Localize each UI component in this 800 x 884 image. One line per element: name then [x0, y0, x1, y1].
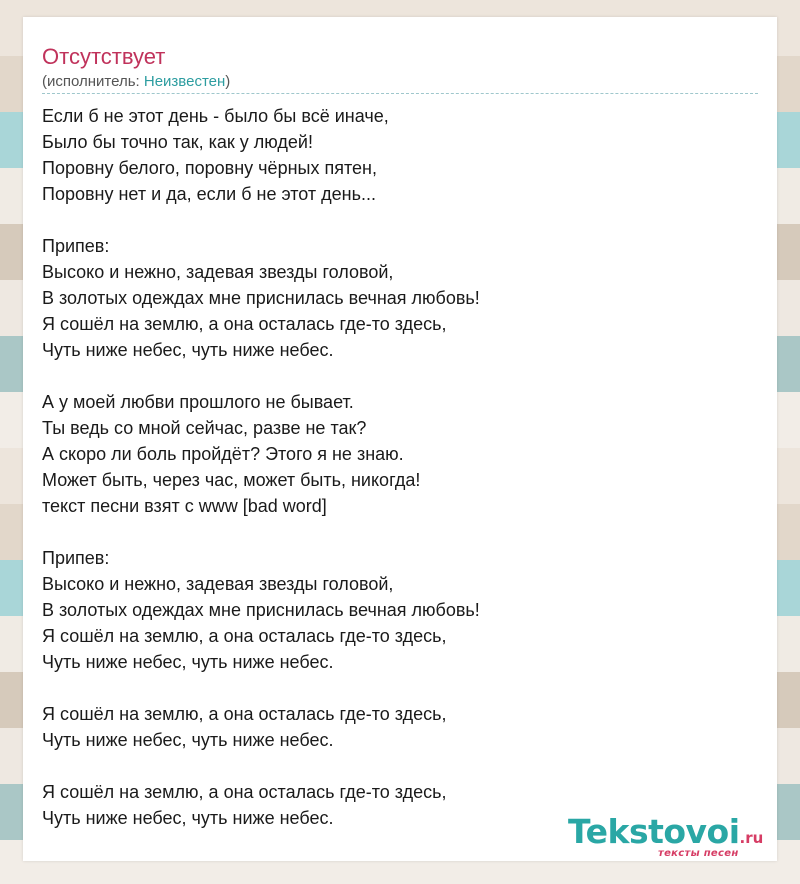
artist-line	[42, 73, 230, 91]
lyric-line: Чуть ниже небес, чуть ниже небес.	[42, 652, 334, 672]
lyric-line: Чуть ниже небес, чуть ниже небес.	[42, 808, 334, 828]
lyric-line: Припев:	[42, 236, 110, 256]
logo-name: Tekstovoi	[568, 812, 740, 851]
lyrics-text	[42, 103, 752, 831]
title-divider	[42, 93, 758, 94]
lyric-line: текст песни взят с www [bad word]	[42, 496, 327, 516]
artist-prefix: (исполнитель:	[42, 73, 144, 90]
lyric-line: Я сошёл на землю, а она осталась где-то здесь,	[42, 314, 447, 334]
lyric-line: Я сошёл на землю, а она осталась где-то здесь,	[42, 704, 447, 724]
lyric-line: А скоро ли боль пройдёт? Этого я не знаю.	[42, 444, 404, 464]
lyric-line: Ты ведь со мной сейчас, разве не так?	[42, 418, 367, 438]
lyric-line: Я сошёл на землю, а она осталась где-то здесь,	[42, 626, 447, 646]
lyric-line: Может быть, через час, может быть, никогда!	[42, 470, 421, 490]
lyric-line: А у моей любви прошлого не бывает.	[42, 392, 354, 412]
site-logo[interactable]	[568, 814, 773, 860]
lyric-line: Я сошёл на землю, а она осталась где-то здесь,	[42, 782, 447, 802]
artist-link[interactable]: Неизвестен	[143, 73, 226, 90]
logo-suffix: .ru	[739, 829, 764, 847]
lyric-line: В золотых одеждах мне приснилась вечная любовь!	[42, 600, 480, 620]
lyric-line: В золотых одеждах мне приснилась вечная любовь!	[42, 288, 480, 308]
logo-tagline: тексты песен	[658, 848, 739, 859]
artist-suffix: )	[225, 73, 231, 90]
stanza-gap	[42, 207, 752, 233]
stanza-gap	[42, 753, 752, 779]
lyric-line: Поровну белого, поровну чёрных пятен,	[42, 158, 377, 178]
lyric-line: Чуть ниже небес, чуть ниже небес.	[42, 340, 334, 360]
lyric-line: Поровну нет и да, если б не этот день...	[42, 184, 377, 204]
stanza-gap	[42, 519, 752, 545]
lyric-line: Было бы точно так, как у людей!	[42, 132, 313, 152]
lyric-line: Припев:	[42, 548, 110, 568]
stanza-gap	[42, 675, 752, 701]
lyric-line: Если б не этот день - было бы всё иначе,	[42, 106, 389, 126]
stanza-gap	[42, 363, 752, 389]
lyric-line: Высоко и нежно, задевая звезды головой,	[42, 262, 394, 282]
lyric-line: Чуть ниже небес, чуть ниже небес.	[42, 730, 334, 750]
lyrics-card	[23, 17, 777, 861]
lyric-line: Высоко и нежно, задевая звезды головой,	[42, 574, 394, 594]
song-title: Отсутствует	[42, 44, 166, 69]
